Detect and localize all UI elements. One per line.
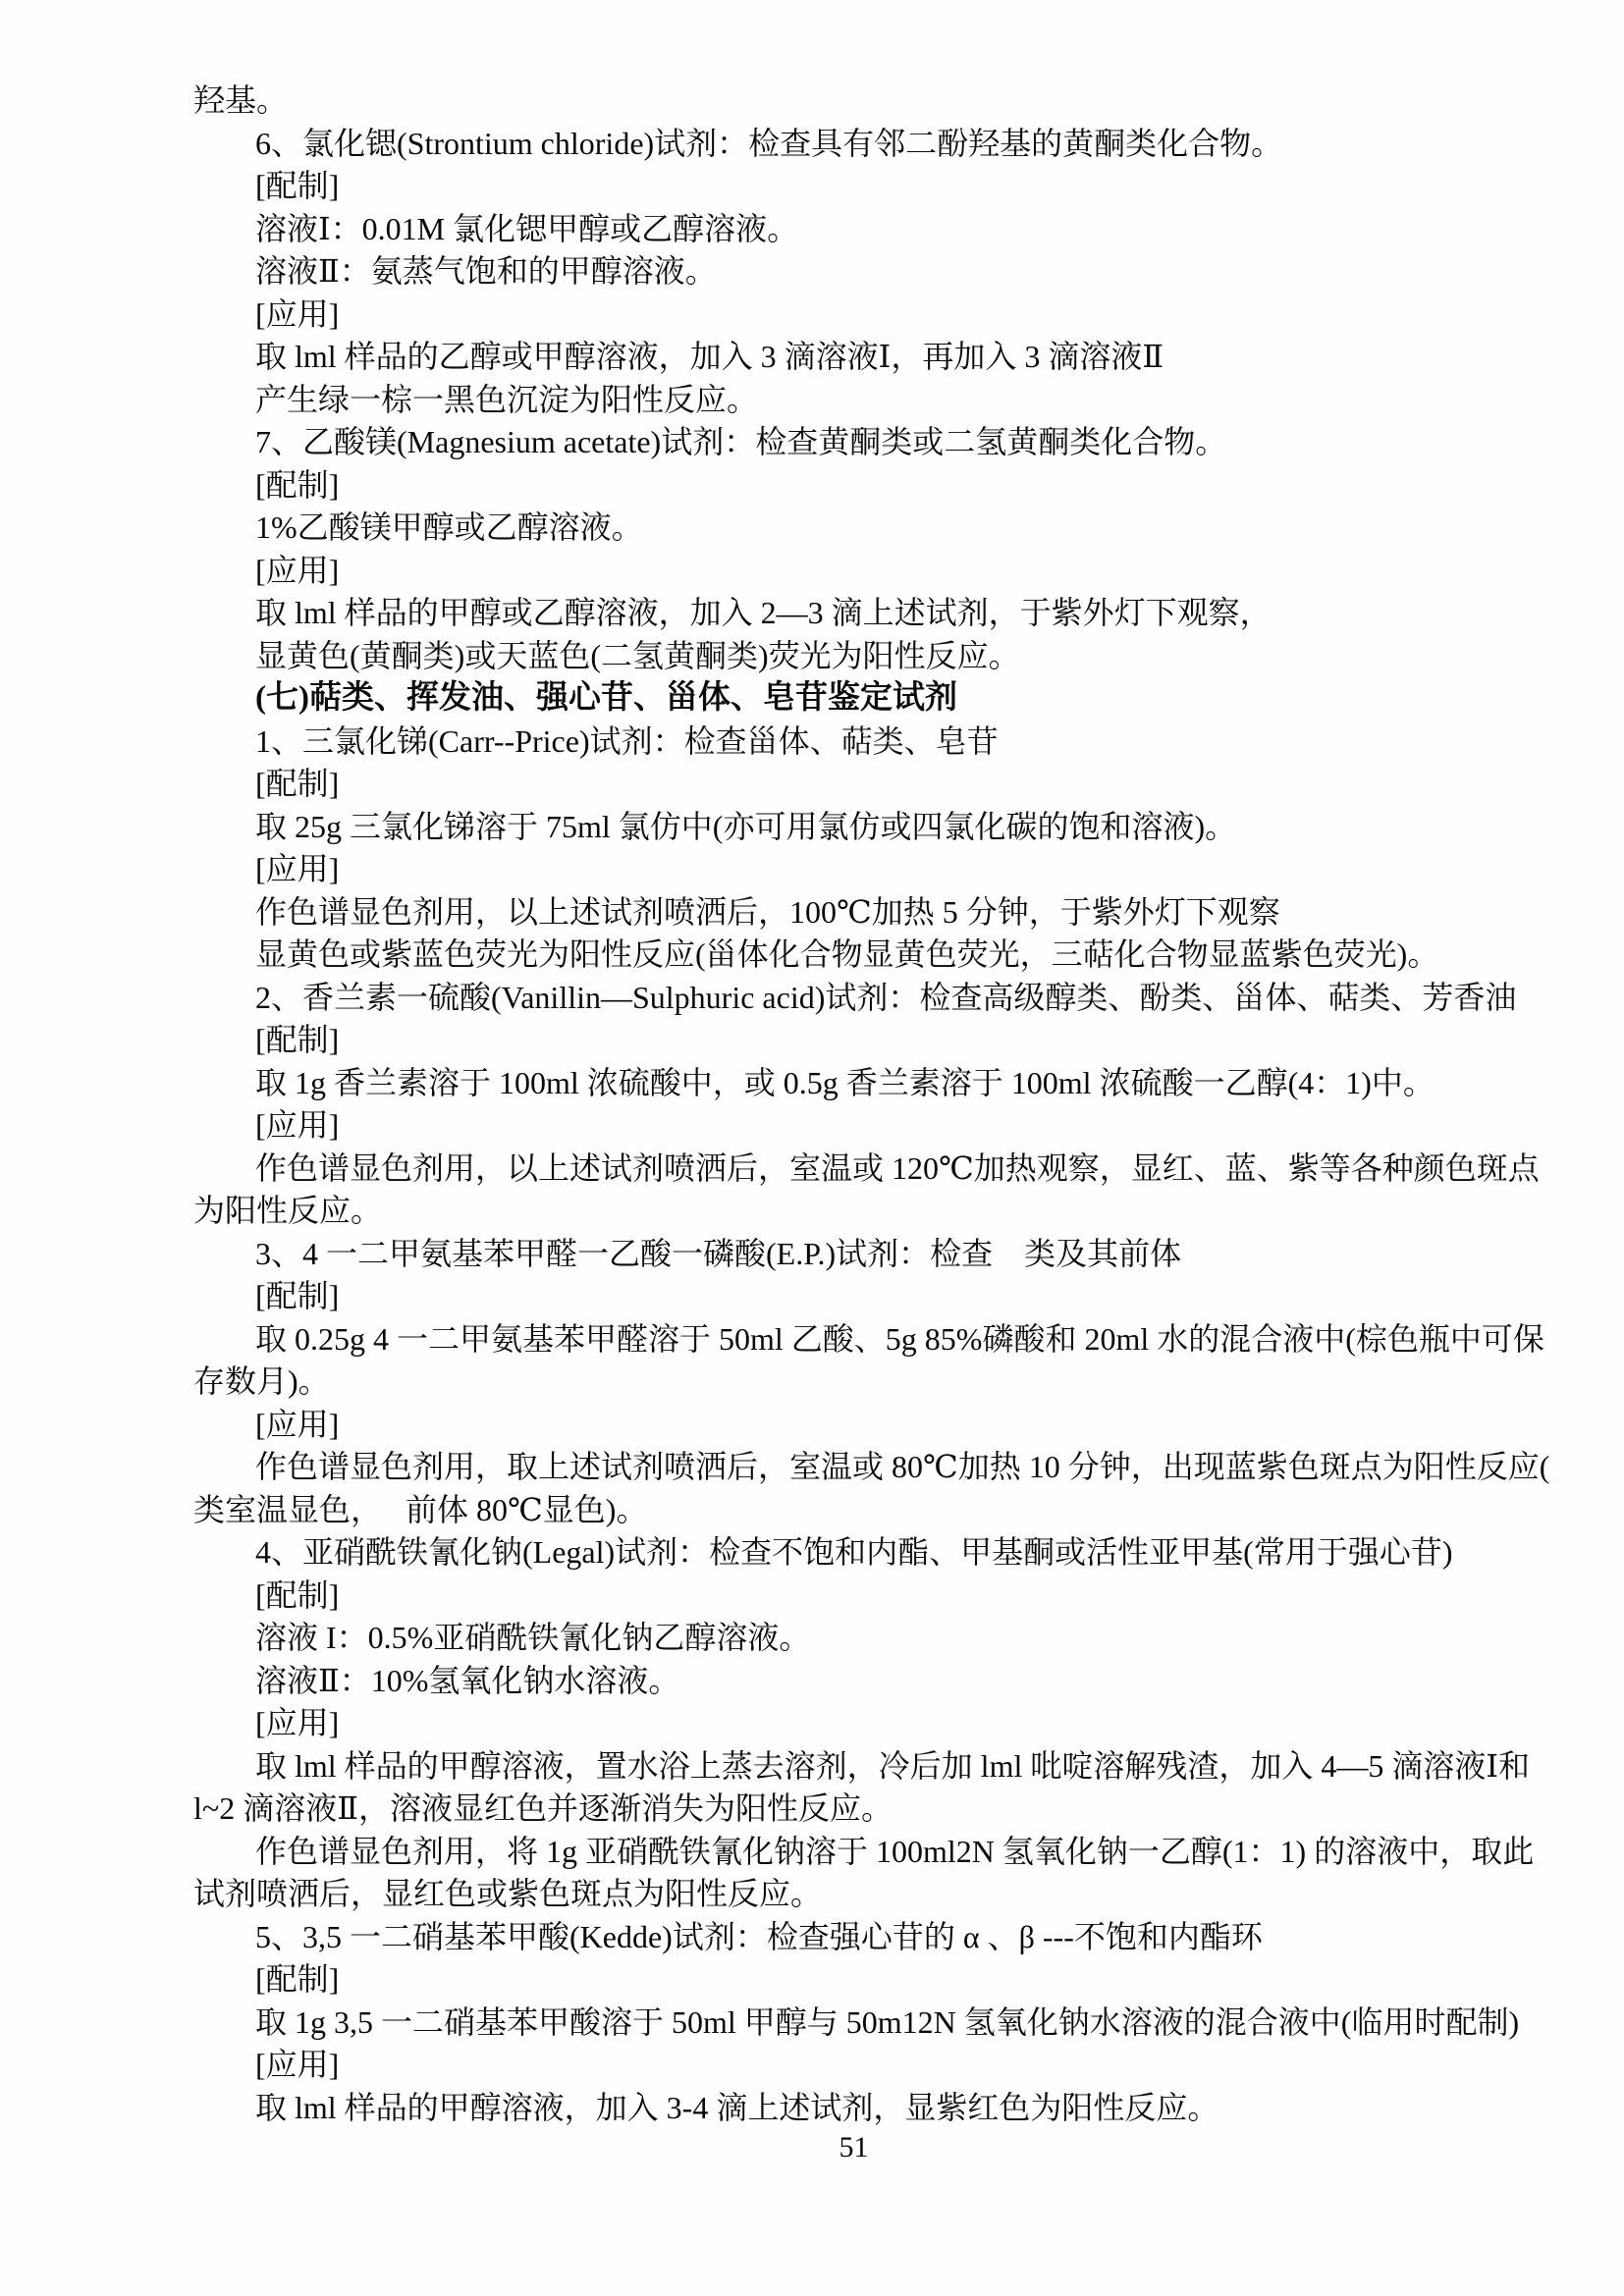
text-line: 溶液 I：0.5%亚硝酰铁氰化钠乙醇溶液。: [255, 1620, 811, 1655]
text-line: 7、乙酸镁(Magnesium acetate)试剂：检查黄酮类或二氢黄酮类化合物。: [255, 424, 1227, 459]
text-line: 取 lml 样品的甲醇溶液，加入 3-4 滴上述试剂，显紫红色为阳性反应。: [255, 2089, 1219, 2125]
text-line: [配制]: [255, 1022, 340, 1057]
text-line: [应用]: [255, 2047, 340, 2082]
text-line: [应用]: [255, 552, 340, 588]
text-line: 为阳性反应。: [193, 1193, 383, 1228]
text-line: [应用]: [255, 1406, 340, 1442]
text-line: 显黄色或紫蓝色荧光为阳性反应(甾体化合物显黄色荧光，三萜化合物显蓝紫色荧光)。: [255, 936, 1439, 972]
text-line: 3、4 一二甲氨基苯甲醛一乙酸一磷酸(E.P.)试剂：检查 类及其前体: [255, 1235, 1182, 1271]
text-line: l~2 滴溶液Ⅱ，溶液显红色并逐渐消失为阳性反应。: [193, 1790, 893, 1826]
text-line: [配制]: [255, 1961, 340, 1997]
text-line: 取 1g 3,5 一二硝基苯甲酸溶于 50ml 甲醇与 50m12N 氢氧化钠水溶液的混合液中(临用时配制): [255, 2003, 1520, 2040]
text-line: 6、氯化锶(Strontium chloride)试剂：检查具有邻二酚羟基的黄酮类化合物。: [255, 125, 1283, 161]
section-heading: (七)萜类、挥发油、强心苷、甾体、皂苷鉴定试剂: [255, 680, 957, 716]
text-line: 取 1g 香兰素溶于 100ml 浓硫酸中，或 0.5g 香兰素溶于 100ml 浓硫酸一乙醇(4：1)中。: [255, 1064, 1435, 1100]
text-line: 1%乙酸镁甲醇或乙醇溶液。: [255, 509, 643, 545]
text-line: 5、3,5 一二硝基苯甲酸(Kedde)试剂：检查强心苷的 α 、β ---不饱和内酯环: [255, 1918, 1263, 1954]
text-line: 羟基。: [193, 82, 289, 118]
text-line: [配制]: [255, 1576, 340, 1613]
text-line: 存数月)。: [193, 1363, 330, 1399]
text-line: [应用]: [255, 851, 340, 886]
text-line: 4、亚硝酰铁氰化钠(Legal)试剂：检查不饱和内酯、甲基酮或活性亚甲基(常用于强心苷): [255, 1534, 1453, 1570]
page-number: 51: [839, 2131, 869, 2163]
text-line: 作色谱显色剂用，以上述试剂喷洒后，室温或 120℃加热观察，显红、蓝、紫等各种颜色斑点: [255, 1149, 1540, 1186]
text-line: 取 lml 样品的乙醇或甲醇溶液，加入 3 滴溶液Ⅰ，再加入 3 滴溶液Ⅱ: [255, 339, 1164, 374]
text-line: [配制]: [255, 766, 340, 801]
text-line: 试剂喷洒后，显红色或紫色斑点为阳性反应。: [193, 1876, 823, 1911]
text-line: 溶液Ⅰ：0.01M 氯化锶甲醇或乙醇溶液。: [255, 210, 799, 246]
text-line: 作色谱显色剂用，将 1g 亚硝酰铁氰化钠溶于 100ml2N 氢氧化钠一乙醇(1：1) 的溶液中，取此: [255, 1833, 1535, 1869]
text-line: 取 lml 样品的甲醇或乙醇溶液，加入 2—3 滴上述试剂，于紫外灯下观察，: [255, 595, 1272, 630]
text-line: 取 0.25g 4 一二甲氨基苯甲醛溶于 50ml 乙酸、5g 85%磷酸和 20ml 水的混合液中(棕色瓶中可保: [255, 1320, 1544, 1357]
text-line: 溶液Ⅱ：10%氢氧化钠水溶液。: [255, 1662, 680, 1698]
text-line: 1、三氯化锑(Carr--Price)试剂：检查甾体、萜类、皂苷: [255, 722, 999, 759]
text-line: [配制]: [255, 466, 340, 503]
text-line: 作色谱显色剂用，以上述试剂喷洒后，100℃加热 5 分钟，于紫外灯下观察: [255, 893, 1280, 930]
text-line: [应用]: [255, 295, 340, 332]
text-line: [应用]: [255, 1107, 340, 1143]
text-line: [配制]: [255, 168, 340, 203]
text-line: 产生绿一棕一黑色沉淀为阳性反应。: [255, 381, 759, 417]
text-line: [应用]: [255, 1705, 340, 1740]
text-line: 类室温显色， 前体 80℃显色)。: [193, 1491, 648, 1527]
text-line: [配制]: [255, 1278, 340, 1313]
text-line: 显黄色(黄酮类)或天蓝色(二氢黄酮类)荧光为阳性反应。: [255, 637, 1020, 673]
text-line: 作色谱显色剂用，取上述试剂喷洒后，室温或 80℃加热 10 分钟，出现蓝紫色斑点为阳性反应(: [255, 1449, 1550, 1484]
text-line: 取 lml 样品的甲醇溶液，置水浴上蒸去溶剂，冷后加 lml 吡啶溶解残渣，加入 4—5 滴溶液Ⅰ和: [255, 1747, 1530, 1784]
text-line: 取 25g 三氯化锑溶于 75ml 氯仿中(亦可用氯仿或四氯化碳的饱和溶液)。: [255, 808, 1237, 844]
text-line: 溶液Ⅱ：氨蒸气饱和的甲醇溶液。: [255, 253, 717, 289]
text-line: 2、香兰素一硫酸(Vanillin—Sulphuric acid)试剂：检查高级醇类、酚类、甾体、萜类、芳香油: [255, 979, 1517, 1015]
document-body: [193, 80, 1550, 2129]
